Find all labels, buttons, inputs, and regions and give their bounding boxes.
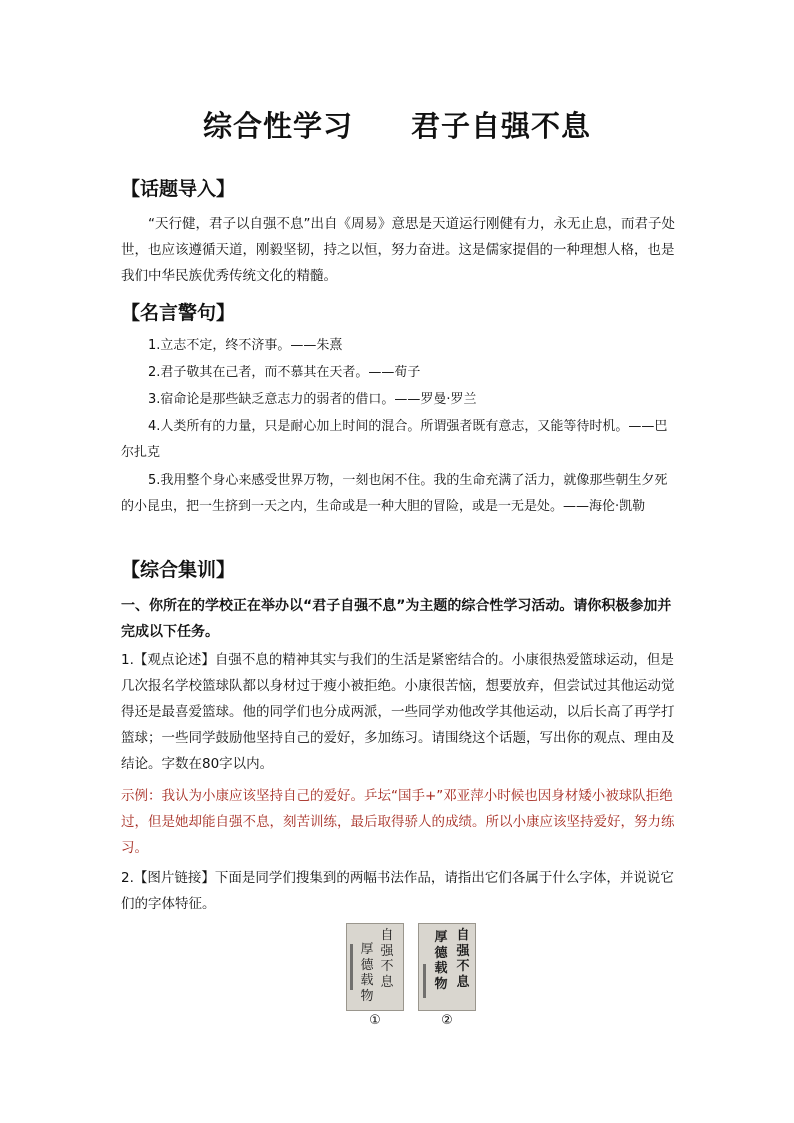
calligraphy-image-2 xyxy=(418,923,476,1011)
inscription-mark xyxy=(350,944,353,990)
calligraphy-column: 厚德载物 xyxy=(434,930,448,992)
quote-item: 2.君子敬其在己者，而不慕其在天者。——荀子 xyxy=(148,365,421,380)
title-left: 综合性学习 xyxy=(202,109,353,143)
quote-item: 3.宿命论是那些缺乏意志力的弱者的借口。——罗曼·罗兰 xyxy=(148,392,477,407)
quote-item: 4.人类所有的力量，只是耐心加上时间的混合。所谓强者既有意志，又能等待时机。——巴尔扎克 xyxy=(121,419,668,460)
intro-paragraph: “天行健，君子以自强不息”出自《周易》意思是天道运行刚健有力，永无止息，而君子处世，也应该遵循天道，刚毅坚韧，持之以恒，努力奋进。这是儒家提倡的一种理想人格，也是我们中华民族优秀传统文化的精髓。 xyxy=(121,216,675,284)
page-title xyxy=(0,104,794,145)
image-caption-2: ② xyxy=(441,1013,453,1028)
calligraphy-column: 自强不息 xyxy=(456,928,470,990)
calligraphy-column: 厚德载物 xyxy=(360,942,374,1004)
quote-item: 1.立志不定，终不济事。——朱熹 xyxy=(148,338,343,353)
title-right: 君子自强不息 xyxy=(411,109,592,143)
task-title: 一、你所在的学校正在举办以“君子自强不息”为主题的综合性学习活动。请你积极参加并完成以下任务。 xyxy=(121,598,672,640)
calligraphy-column: 自强不息 xyxy=(380,928,394,990)
training-heading: 【综合集训】 xyxy=(121,559,236,581)
question-2: 2.【图片链接】下面是同学们搜集到的两幅书法作品，请指出它们各属于什么字体，并说说它们的字体特征。 xyxy=(121,870,674,912)
question-1: 1.【观点论述】自强不息的精神其实与我们的生活是紧密结合的。小康很热爱篮球运动，但是几次报名学校篮球队都以身材过于瘦小被拒绝。小康很苦恼，想要放弃，但尝试过其他运动觉得还是最喜爱篮球。他的同学们也分成两派，一些同学劝他改学其他运动，以后长高了再学打篮球；一些同学鼓励他坚持自己的爱好，多加练习。请围绕这个话题，写出你的观点、理由及结论。字数在80字以内。 xyxy=(121,652,675,772)
quotes-heading: 【名言警句】 xyxy=(121,302,236,324)
image-caption-1: ① xyxy=(369,1013,381,1028)
inscription-mark xyxy=(423,964,426,998)
intro-heading: 【话题导入】 xyxy=(121,178,236,200)
quote-item: 5.我用整个身心来感受世界万物，一刻也闲不住。我的生命充满了活力，就像那些朝生夕死的小昆虫，把一生挤到一天之内，生命或是一种大胆的冒险，或是一无是处。——海伦·凯勒 xyxy=(121,473,668,514)
question-1-example: 示例：我认为小康应该坚持自己的爱好。乒坛“国手+”邓亚萍小时候也因身材矮小被球队拒绝过，但是她却能自强不息，刻苦训练，最后取得骄人的成绩。所以小康应该坚持爱好，努力练习。 xyxy=(121,788,675,856)
calligraphy-image-1 xyxy=(346,923,404,1011)
